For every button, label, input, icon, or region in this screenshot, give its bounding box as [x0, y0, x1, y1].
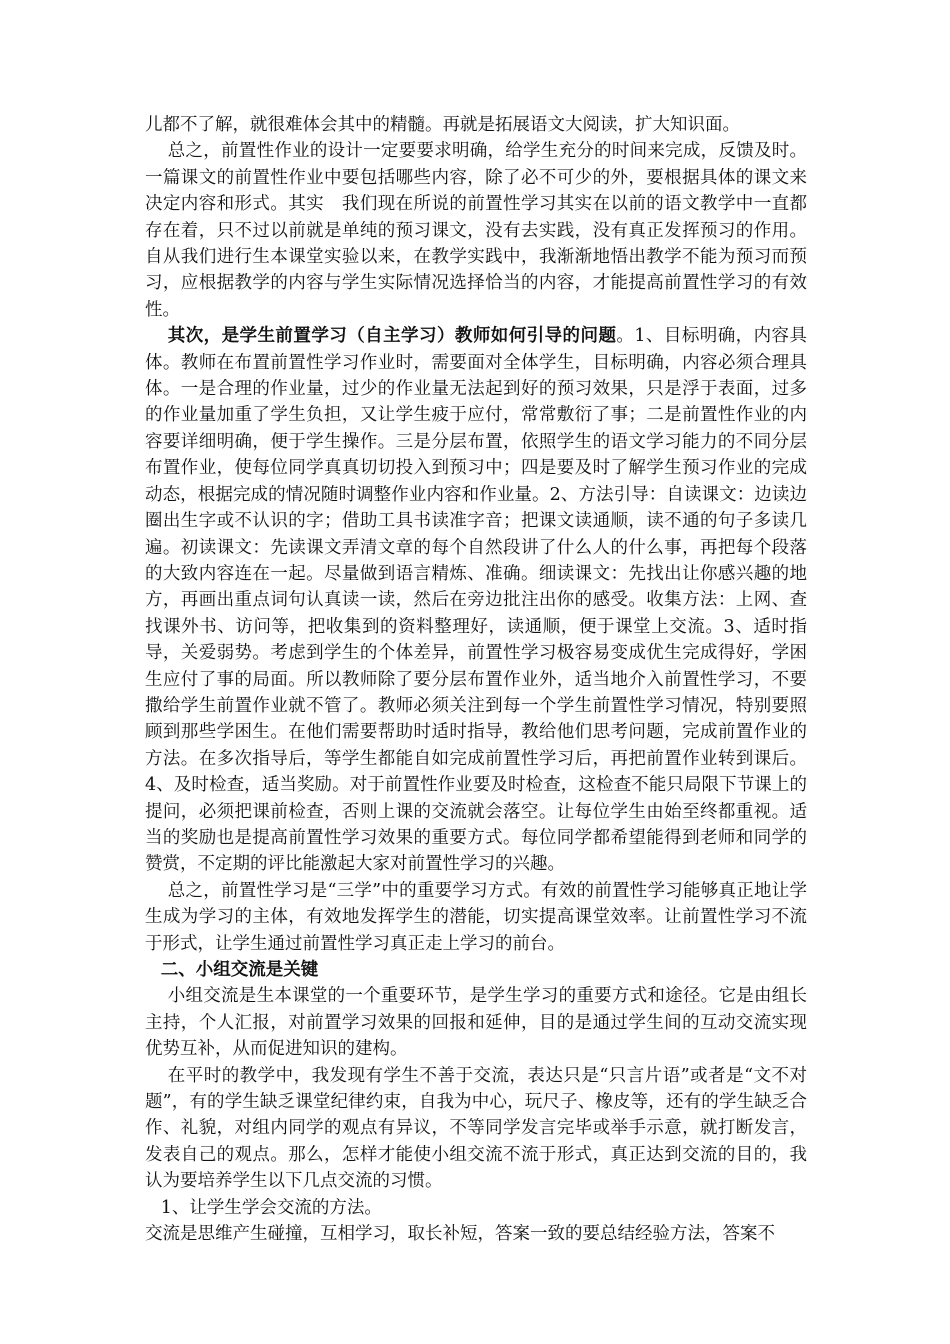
paragraph-body-text: 。1、目标明确，内容具体。教师在布置前置性学习作业时，需要面对全体学生，目标明确，内容必须合理具体。一是合理的作业量，过少的作业量无法起到好的预习效果，只是浮于表面，过多的作业量加重了学生负担，又让学生疲于应付，常常敷衍了事；二是前置性作业的内容要详细明确，便于学生操作。三是分层布置，依照学生的语文学习能力的不同分层布置作业，使每位同学真真切切投入到预习中；四是要及时了解学生预习作业的完成动态，根据完成的情况随时调整作业内容和作业量。2、方法引导：自读课文：边读边圈出生字或不认识的字；借助工具书读准字音；把课文读通顺，读不通的句子多读几遍。初读课文：先读课文弄清文章的每个自然段讲了什么人的什么事，再把每个段落的大致内容连在一起。尽量做到语言精炼、准确。细读课文：先找出让你感兴趣的地方，再画出重点词句认真读一读，然后在旁边批注出你的感受。收集方法：上网、查找课外书、访问等，把收集到的资料整理好，读通顺，便于课堂上交流。3、适时指导，关爱弱势。考虑到学生的个体差异，前置性学习极容易变成优生完成得好，学困生应付了事的局面。所以教师除了要分层布置作业外，适当地介入前置性学习，不要撒给学生前置作业就不管了。教师必须关注到每一个学生前置性学习情况，特别要照顾到那些学困生。在他们需要帮助时适时指导，教给他们思考问题，完成前置作业的方法。在多次指导后，等学生都能自如完成前置性学习后，再把前置作业转到课后。4、及时检查，适当奖励。对于前置性作业要及时检查，这检查不能只局限下节课上的提问，必须把课前检查，否则上课的交流就会落空。让每位学生由始至终都重视。适当的奖励也是提高前置性学习效果的重要方式。每位同学都希望能得到老师和同学的赞赏，不定期的评比能激起大家对前置性学习的兴趣。 — [145, 326, 807, 875]
paragraph-teaching-observation: 在平时的教学中，我发现有学生不善于交流，表达只是“只言片语”或者是“文不对题”，有的学生缺乏课堂纪律约束，自我为中心，玩尺子、橡皮等，还有的学生缺乏合作、礼貌，对组内同学的观点有异议，不等同学发言完毕或举手示意，就打断发言，发表自己的观点。那么，怎样才能使小组交流不流于形式，真正达到交流的目的，我认为要培养学生以下几点交流的习惯。 — [145, 1065, 807, 1192]
document-body — [145, 112, 807, 1247]
paragraph-summary-preview: 总之，前置性作业的设计一定要要求明确，给学生充分的时间来完成，反馈及时。一篇课文的前置性作业中要包括哪些内容，除了必不可少的外，要根据具体的课文来决定内容和形式。其实 我们现在所说的前置性学习其实在以前的语文教学中一直都存在着，只不过以前就是单纯的预习课文，没有去实践，没有真正发挥预习的作用。自从我们进行生本课堂实验以来，在教学实践中，我渐渐地悟出教学不能为预习而预习，应根据教学的内容与学生实际情况选择恰当的内容，才能提高前置性学习的有效性。 — [145, 141, 807, 320]
list-item-habit-1: 1、让学生学会交流的方法。 — [160, 1197, 382, 1218]
section-heading-group-discussion: 二、小组交流是关键 — [160, 960, 319, 980]
paragraph-exchange-method: 交流是思维产生碰撞，互相学习，取长补短，答案一致的要总结经验方法，答案不 — [145, 1224, 775, 1245]
paragraph-lead-bold: 其次，是学生前置学习（自主学习）教师如何引导的问题 — [167, 326, 617, 347]
paragraph-continuation: 儿都不了解，就很难体会其中的精髓。再就是拓展语文大阅读，扩大知识面。 — [145, 115, 740, 135]
paragraph-summary-prelearning: 总之，前置性学习是“三学”中的重要学习方式。有效的前置性学习能够真正地让学生成为学习的主体，有效地发挥学生的潜能，切实提高课堂效率。让前置性学习不流于形式，让学生通过前置性学习真正走上学习的前台。 — [145, 880, 807, 954]
paragraph-teacher-guidance — [145, 323, 807, 878]
paragraph-group-discussion-intro: 小组交流是生本课堂的一个重要环节，是学生学习的重要方式和途径。它是由组长主持，个人汇报，对前置学习效果的回报和延伸，目的是通过学生间的互动交流实现优势互补，从而促进知识的建构。 — [145, 986, 807, 1060]
